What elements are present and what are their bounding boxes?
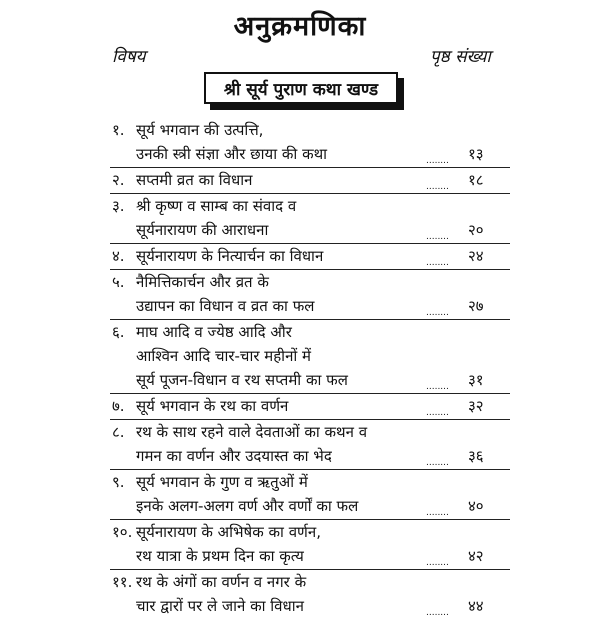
list-item — [0, 444, 600, 468]
entry-number: ११. — [112, 572, 133, 591]
column-header-subject: विषय — [112, 47, 146, 67]
entry-text: सूर्यनारायण के अभिषेक का वर्णन, — [136, 522, 321, 541]
entry-page-number: ४० — [468, 496, 484, 515]
entry-number: ९. — [112, 472, 125, 491]
dot-leader: ........ — [426, 607, 449, 618]
entry-number: ७. — [112, 396, 125, 415]
entry-text: सूर्य भगवान के रथ का वर्णन — [136, 396, 289, 415]
entry-page-number: १८ — [468, 171, 484, 189]
entry-page-number: २० — [468, 221, 484, 239]
entry-page-number: २४ — [468, 246, 484, 265]
list-item — [0, 270, 600, 294]
list-item — [0, 544, 600, 568]
dot-leader: ........ — [426, 257, 449, 268]
list-item — [0, 168, 600, 192]
entry-text: आश्विन आदि चार-चार महीनों में — [136, 346, 312, 365]
list-item — [0, 344, 600, 368]
list-item — [0, 368, 600, 392]
dot-leader: ........ — [426, 182, 449, 192]
entry-text: सूर्यनारायण की आराधना — [136, 221, 269, 239]
entry-number: ३. — [112, 196, 125, 215]
entry-text: सूर्य भगवान की उत्पत्ति, — [136, 121, 264, 139]
dot-leader: ........ — [426, 156, 449, 167]
list-item — [0, 594, 600, 618]
list-item — [0, 394, 600, 418]
list-item — [0, 218, 600, 242]
entry-text: रथ के अंगों का वर्णन व नगर के — [136, 572, 307, 591]
entry-page-number: ४४ — [468, 596, 484, 615]
dot-leader: ........ — [426, 307, 449, 318]
dot-leader: ........ — [426, 557, 449, 568]
dot-leader: ........ — [426, 457, 449, 468]
list-item — [0, 294, 600, 318]
entry-text: उनकी स्त्री संज्ञा और छाया की कथा — [136, 145, 328, 164]
entry-text: नैमित्तिकार्चन और व्रत के — [136, 272, 269, 291]
entry-text: श्री कृष्ण व साम्ब का संवाद व — [136, 196, 297, 215]
list-item — [0, 142, 600, 166]
dot-leader: ........ — [426, 232, 449, 242]
entry-text: गमन का वर्णन और उदयास्त का भेद — [136, 446, 332, 465]
dot-leader: ........ — [426, 407, 449, 418]
list-item — [0, 520, 600, 544]
entry-text: सूर्यनारायण के नित्यार्चन का विधान — [136, 246, 324, 265]
page-title: अनुक्रमणिका — [233, 11, 367, 42]
entry-page-number: ४२ — [468, 546, 484, 565]
list-item — [0, 570, 600, 594]
column-header-page-number: पृष्ठ संख्या — [430, 47, 491, 67]
entry-page-number: ३१ — [468, 371, 484, 389]
entry-number: १०. — [112, 522, 133, 541]
list-item — [0, 244, 600, 268]
entry-text: इनके अलग-अलग वर्ण और वर्णों का फल — [136, 496, 359, 515]
entry-number: ६. — [112, 322, 125, 341]
entry-number: ८. — [112, 422, 125, 441]
list-item — [0, 494, 600, 518]
list-item — [0, 420, 600, 444]
entry-page-number: २७ — [468, 296, 484, 315]
list-item — [0, 320, 600, 344]
list-item — [0, 118, 600, 142]
entry-number: ४. — [112, 246, 125, 265]
entry-number: १. — [112, 121, 125, 139]
entry-text: सूर्य पूजन-विधान व रथ सप्तमी का फल — [136, 371, 348, 389]
dot-leader: ........ — [426, 382, 449, 392]
entry-number: २. — [112, 171, 125, 189]
entry-number: ५. — [112, 272, 125, 291]
entry-text: माघ आदि व ज्येष्ठ आदि और — [136, 322, 292, 341]
section-title: श्री सूर्य पुराण कथा खण्ड — [223, 79, 379, 100]
entry-text: सूर्य भगवान के गुण व ऋतुओं में — [136, 472, 308, 491]
entry-text: रथ यात्रा के प्रथम दिन का कृत्य — [136, 546, 304, 565]
entry-page-number: ३६ — [468, 446, 484, 465]
list-item — [0, 194, 600, 218]
entry-text: रथ के साथ रहने वाले देवताओं का कथन व — [136, 422, 368, 441]
entry-page-number: १३ — [468, 145, 484, 164]
entry-page-number: ३२ — [468, 396, 484, 415]
entry-text: सप्तमी व्रत का विधान — [136, 171, 253, 189]
entry-text: उद्यापन का विधान व व्रत का फल — [136, 296, 315, 315]
dot-leader: ........ — [426, 507, 449, 518]
entry-text: चार द्वारों पर ले जाने का विधान — [136, 596, 304, 615]
list-item — [0, 470, 600, 494]
